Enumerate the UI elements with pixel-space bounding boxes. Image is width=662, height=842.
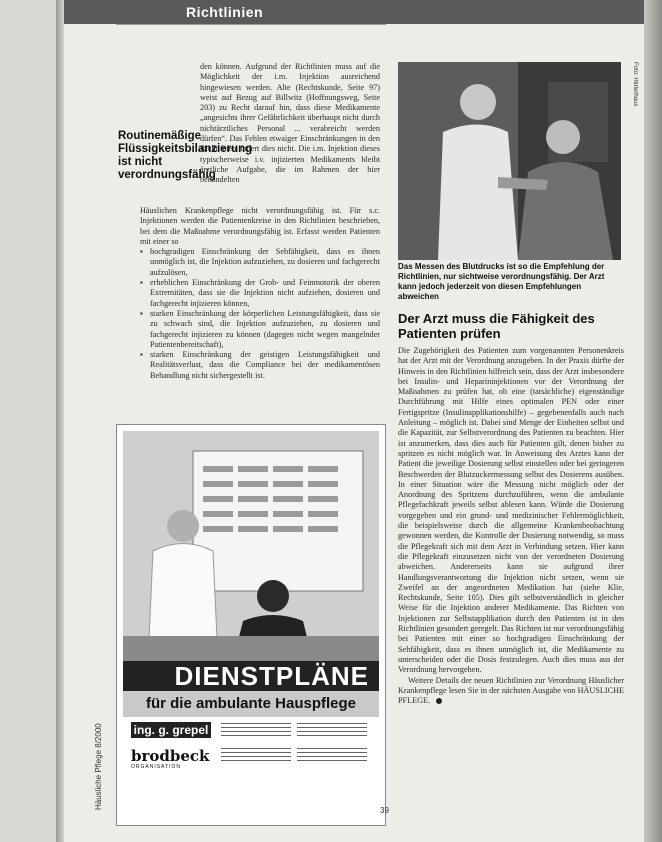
criteria-item: ▪ starken Einschränkung der körperlichen Leistungsfähigkeit, dass sie zu schwach sind, die Injektion aufzuziehen, zu dosieren und fachgerecht injizieren zu können (dagegen nicht wegen mangelnder Patientenbereitschaft), <box>140 309 380 350</box>
end-of-article-icon <box>436 698 442 704</box>
criteria-item: ▪ erheblichen Einschränkung der Grob- und Feinmotorik der oberen Extremitäten, dass sie die Injektion nicht aufziehen, dosieren und fachgerecht injizieren können, <box>140 278 380 309</box>
sidebar-heading: Routinemäßige Flüssigkeitsbilanzierung ist nicht verordnungsfähig <box>118 130 253 181</box>
ad-photo-office <box>123 431 379 661</box>
ad-photo-illustration <box>123 431 379 661</box>
intro-paragraph: den können. Aufgrund der Richtlinien muss auf die Möglichkeit der i.m. Injektion ausreichend hingewiesen werden. Alte (Rechtskunde, Seite 97) weist auf Bezug auf Billwitz (Hoffnungsweg, Seite 203) zu Recht darauf hin, dass diese Medikamente „angesichts ihrer Gefährlichkeit überhaupt nicht durch nichtärztliches Personal ... verabreicht werden dürfen“. Das Fehlen etwaiger Einschränkungen in den Richtlinien ändert dies nicht. Die i.m. Injektion dieses typischerweise i.v. injizierten Medikaments bleibt ärztliche Aufgabe, die im Rahmen der hier behandelten <box>200 62 380 185</box>
photo-caption: Das Messen des Blutdrucks ist so die Empfehlung der Richtlinien, nur sichtweise verordnungsfähig. Der Arzt kann jedoch jederzeit von diesen Empfehlungen abweichen <box>398 262 605 301</box>
section-header-bar <box>64 0 644 24</box>
criteria-list <box>140 247 380 381</box>
body-paragraph: Die Zugehörigkeit des Patienten zum vorgenannten Personenkreis hat der Arzt mit der Verordnung anzugeben. In der Praxis dürfte der Hinweis in den Richtlinien hilfreich sein, dass der Arzt insbesondere bei Insulin- und Heparininjektionen vor der Verordnung der Maßnahmen zu prüfen hat, ob eine (tatsächliche) eigenständige Durchführung mit Hilfe eines optimalen PEN oder einer Fertigspritze (Insulinapplikationshilfe) – gegebenenfalls auch nach Anleitung – möglich ist. Dabei sind Menge der Einheiten selbst und die Kapazität, zur Selbstverordnung des Patienten zu beachten. Hier ist anzumerken, dass dies auch für Patienten gilt, denen bisher zu spritzen es nicht möglich war. In Anweisung des Arztes kann der Patient die jeweilige Dosierung selbst einstellen oder bei geringeren Beschwerden der Blutzuckermessung selbst des Dosierens ausüben. In einer Situation wäre die Messung nicht möglich oder der Anordnung des Spritzens durchzuführen, wenn die ambulante Pflegefachkraft jeweils selbst ablesen kann. Würde die Dosierung vorgegeben und ein grund- und medizinischer Fehlermöglichkeit, die beispielsweise durch die allgemeine Krankenbeobachtung gewonnen werden, die Kontrolle der Dosierung notwendig, so muss die Pflegekraft sich mit dem Arzt in Verbindung setzen. Hier kann die Pflegekraft einzusetzen nicht von der verordneten Dosierung abweichen. Andererseits kann sie aufgrund ihrer Handlungsverantwortung die Injektion nicht setzen, wenn sie Zweifel an der angeordneten Medikation hat (siehe Klie, Rechtskunde, Seite 105). Dies gilt selbstverständlich in gleicher Weise für die Injektion anderer Medikamente. Das Richten von Injektionen zur Selbstapplikation durch den Patienten ist in den Richtlinien gesondert geregelt. Das Richten ist nur verordnungsfähig bei Patienten mit einer so hochgradigen Einschränkung der Sehfähigkeit, dass es ihnen unmöglich ist, die Medikamente zu unterscheiden oder die Dosis festzulegen. Auch dies muss aus der Verordnung hervorgehen. <box>398 346 624 675</box>
ad-address-block <box>221 723 291 737</box>
photo-illustration <box>398 62 621 260</box>
criteria-item: ▪ hochgradigen Einschränkung der Sehfähigkeit, dass es ihnen unmöglich ist, die Injektion aufzuziehen, zu dosieren und fachgerecht aufzulösen, <box>140 247 380 278</box>
section-header-title: Richtlinien <box>186 4 264 20</box>
ad-logo-brodbeck-sub: ORGANISATION <box>131 764 181 770</box>
header-rule <box>116 24 386 25</box>
body-column-right <box>398 346 624 706</box>
body-paragraph: Häuslichen Krankenpflege nicht verordnungsfähig ist. Für s.c. Injektionen werden die Patientenkreise in den Richtlinien beschrieben, bei dem die Maßnahme verordnungsfähig ist. Erfasst werden Patienten mit einer so <box>140 206 380 246</box>
spine-label <box>94 650 106 810</box>
closing-text: Weitere Details der neuen Richtlinien zur Verordnung Häuslicher Krankenpflege lesen Sie in der nächsten Ausgabe von HÄUSLICHE PFLEGE. <box>398 675 624 706</box>
page-edge-right <box>644 0 662 842</box>
ad-subtitle: für die ambulante Hauspflege <box>123 691 379 717</box>
section-heading: Der Arzt muss die Fähigkeit des Patienten prüfen <box>398 311 595 341</box>
page-number: 39 <box>380 806 389 815</box>
advertisement <box>116 424 386 826</box>
ad-address-block <box>221 748 291 762</box>
ad-contact-block <box>297 723 367 737</box>
photo-credit <box>630 62 640 132</box>
closing-paragraph <box>398 676 624 707</box>
spine-label-text: Häusliche Pflege 8/2000 <box>94 723 103 810</box>
photo-blood-pressure <box>398 62 621 260</box>
ad-logo-brodbeck: brodbeck <box>131 747 210 765</box>
criteria-item: ▪ starken Einschränkung der geistigen Leistungsfähigkeit und Realitätsverlust, dass die Compliance bei der medikamentösen Behandlung nicht sichergestellt ist. <box>140 350 380 381</box>
photo-credit-text: Foto: Hinterhaus <box>632 62 638 107</box>
ad-logo-grepel: ing. g. grepel <box>131 722 211 738</box>
ad-title: DIENSTPLÄNE <box>123 661 379 691</box>
ad-contact-block <box>297 748 367 762</box>
body-column-left <box>140 206 380 381</box>
